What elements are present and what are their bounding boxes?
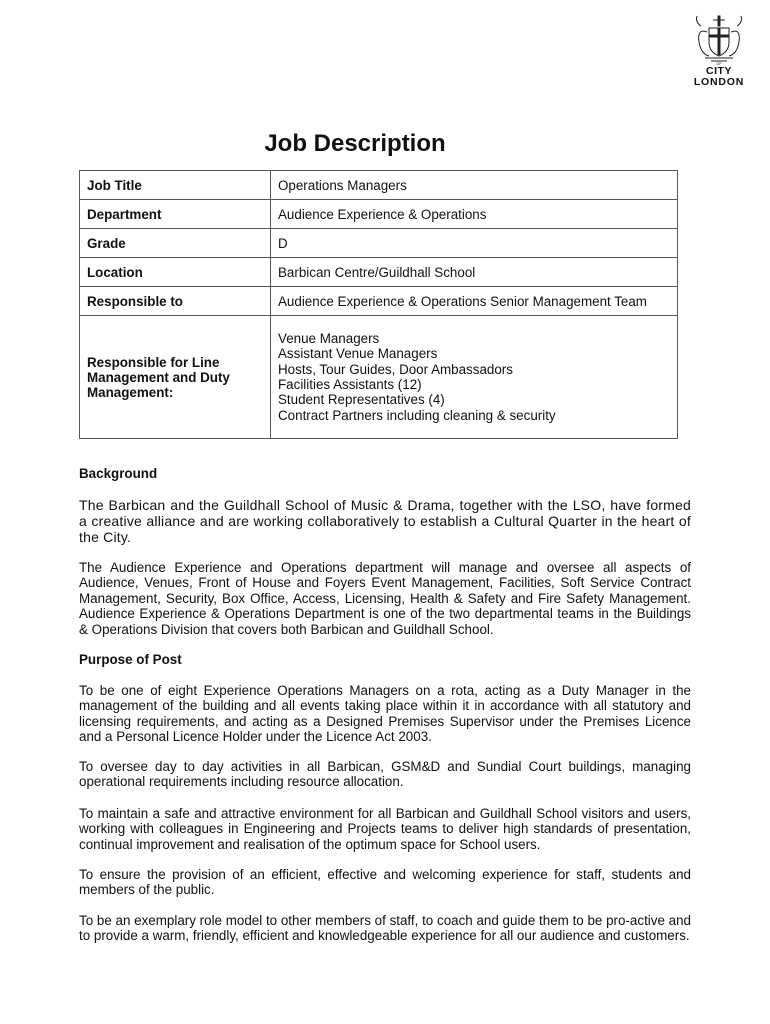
purpose-paragraph-3: To maintain a safe and attractive environment for all Barbican and Guildhall School visitors and users, working with colleagues in Engineering and Projects teams to deliver high standards of presentation, continual improvement and realisation of the optimum space for School users. (79, 806, 691, 852)
purpose-paragraph-2: To oversee day to day activities in all Barbican, GSM&D and Sundial Court buildings, managing operational requirements including resource allocation. (79, 759, 691, 790)
row-value: D (271, 229, 678, 258)
list-item: Venue Managers (278, 330, 380, 346)
purpose-paragraph-4: To ensure the provision of an efficient, effective and welcoming experience for staff, students and members of the public. (79, 867, 691, 898)
row-label: Responsible to (80, 287, 271, 316)
table-row (80, 200, 678, 229)
table-row (80, 171, 678, 200)
city-of-london-crest-icon (691, 12, 747, 62)
row-value (271, 316, 678, 439)
purpose-paragraph-1: To be one of eight Experience Operations Managers on a rota, acting as a Duty Manager in the management of the building and all events taking place within it in accordance with all statutory and licensing requirements, and acting as a Designed Premises Supervisor under the Premises Licence and a Personal Licence Holder under the Licence Act 2003. (79, 683, 691, 745)
city-of-london-logo (688, 12, 750, 92)
table-row (80, 287, 678, 316)
row-label: Responsible for Line Management and Duty Management: (80, 316, 271, 439)
table-row (80, 258, 678, 287)
background-paragraph-1: The Barbican and the Guildhall School of Music & Drama, together with the LSO, have formed a creative alliance and are working collaboratively to establish a Cultural Quarter in the heart of the City. (79, 497, 691, 545)
row-label: Department (80, 200, 271, 229)
list-item: Hosts, Tour Guides, Door Ambassadors (278, 361, 513, 377)
logo-city: CITY (706, 65, 732, 77)
row-value: Barbican Centre/Guildhall School (271, 258, 678, 287)
table-row (80, 316, 678, 439)
row-label: Job Title (80, 171, 271, 200)
purpose-heading: Purpose of Post (79, 652, 182, 667)
list-item: Facilities Assistants (12) (278, 377, 422, 392)
job-info-table (79, 170, 678, 439)
row-label: Grade (80, 229, 271, 258)
row-value: Audience Experience & Operations Senior Management Team (271, 287, 678, 316)
list-item: Assistant Venue Managers (278, 346, 438, 362)
table-row (80, 229, 678, 258)
managed-roles-list (278, 331, 670, 423)
list-item: Student Representatives (4) (278, 392, 445, 408)
logo-of: OF (716, 61, 722, 66)
background-paragraph-2: The Audience Experience and Operations department will manage and oversee all aspects of Audience, Venues, Front of House and Foyers Event Management, Facilities, Soft Service Contract Management, Security, Box Office, Access, Licensing, Health & Safety and Fire Safety Management. Audience Experience & Operations Department is one of the two departmental teams in the Buildings & Operations Division that covers both Barbican and Guildhall School. (79, 560, 691, 637)
row-label: Location (80, 258, 271, 287)
background-heading: Background (79, 466, 158, 481)
purpose-paragraph-5: To be an exemplary role model to other members of staff, to coach and guide them to be pro-active and to provide a warm, friendly, efficient and knowledgeable experience for all our audience and customers. (79, 913, 691, 944)
row-value: Operations Managers (271, 171, 678, 200)
list-item: Contract Partners including cleaning & security (278, 407, 556, 423)
row-value: Audience Experience & Operations (271, 200, 678, 229)
page-title: Job Description (264, 130, 446, 157)
logo-london: LONDON (693, 76, 745, 88)
